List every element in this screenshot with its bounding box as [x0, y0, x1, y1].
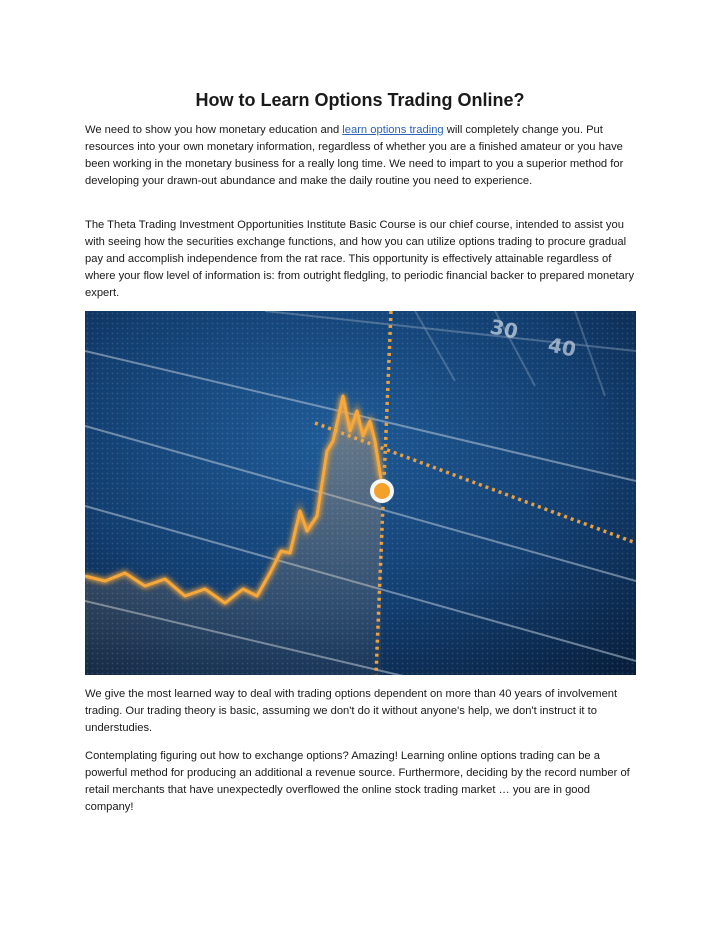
- tick-label-30: 30: [487, 314, 521, 344]
- intro-text-before-link: We need to show you how monetary education and: [85, 124, 343, 136]
- intro-paragraph: [85, 122, 637, 190]
- page-title: How to Learn Options Trading Online?: [195, 90, 525, 110]
- price-marker: [370, 479, 394, 503]
- intro-text-after-link: will completely change you. Put resources into your own monetary information, regardless of whether you are a finished amateur or you have been working in the monetary business for a really long time. We need to impart to you a superior method for developing your drawn-out abundance and make the daily routine you need to experience.: [85, 124, 624, 187]
- course-paragraph: The Theta Trading Investment Opportunities Institute Basic Course is our chief course, intended to assist you with seeing how the securities exchange functions, and how you can utilize options trading to procure gradual pay and accomplish independence from the rat race. This opportunity is effectively attainable regardless of where your flow level of information is: from outright fledgling, to periodic financial backer to prepared monetary expert.: [85, 219, 635, 299]
- closing-paragraph: Contemplating figuring out how to exchange options? Amazing! Learning online options trading can be a powerful method for producing an additional a revenue source. Furthermore, deciding by the record number of retail merchants that have unexpectedly overflowed the online stock trading market … you are in good company!: [85, 750, 630, 813]
- trading-chart-photo: [85, 311, 636, 675]
- learn-options-trading-link[interactable]: learn options trading: [342, 124, 444, 136]
- tick-label-40: 40: [545, 332, 579, 362]
- experience-paragraph: We give the most learned way to deal with trading options dependent on more than 40 years of involvement trading. Our trading theory is basic, assuming we don't do it without anyone's help, we don't instruct it to understudies.: [85, 688, 618, 734]
